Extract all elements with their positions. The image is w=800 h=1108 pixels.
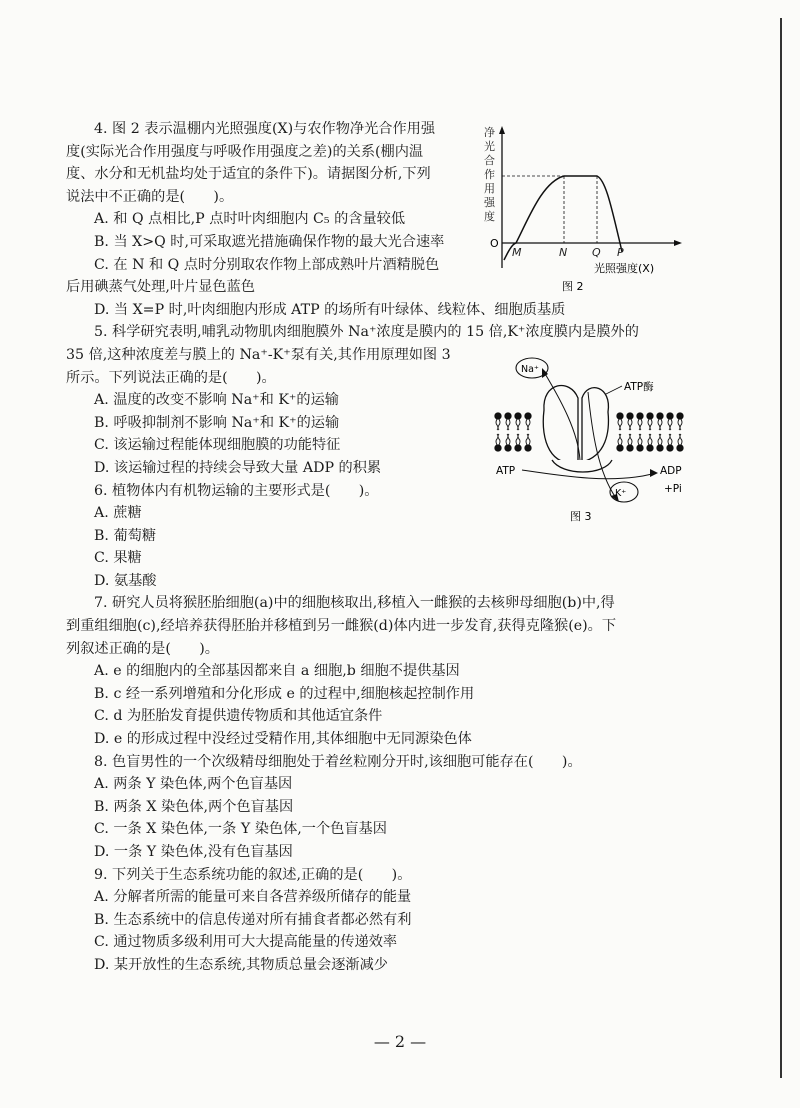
- phospholipid-tail: [650, 419, 652, 430]
- q6-question: 6. 植物体内有机物运输的主要形式是( )。: [94, 482, 379, 499]
- phospholipid-head: [617, 445, 623, 451]
- q4-line: 说法中不正确的是( )。: [66, 188, 234, 205]
- phospholipid-head: [677, 445, 683, 451]
- phospholipid-tail: [630, 434, 632, 445]
- phospholipid-head: [505, 445, 511, 451]
- fig2-ylabel-char: 作: [484, 168, 495, 181]
- q6-option-c: C. 果糖: [94, 550, 142, 567]
- q5-line: 5. 科学研究表明,哺乳动物肌肉细胞膜外 Na⁺浓度是膜内的 15 倍,K⁺浓度膜内是膜外的: [94, 324, 639, 341]
- phospholipid-tail: [498, 419, 500, 430]
- q5-line: 35 倍,这种浓度差与膜上的 Na⁺-K⁺泵有关,其作用原理如图 3: [66, 346, 451, 363]
- phospholipid-tail: [660, 419, 662, 430]
- q7-option-d: D. e 的形成过程中没经过受精作用,其体细胞中无同源染色体: [94, 731, 472, 748]
- phospholipid-tail: [650, 434, 652, 445]
- fig2-point-n: N: [559, 246, 568, 259]
- q4-line: 度(实际光合作用强度与呼吸作用强度之差)的关系(棚内温: [66, 143, 424, 160]
- fig3-pump-base: [552, 460, 612, 472]
- phospholipid-tail: [680, 419, 682, 430]
- phospholipid-head: [637, 445, 643, 451]
- q8-option-b: B. 两条 X 染色体,两个色盲基因: [94, 798, 294, 815]
- q4-line: 度、水分和无机盐均处于适宜的条件下)。请据图分析,下列: [66, 166, 431, 183]
- q9-question: 9. 下列关于生态系统功能的叙述,正确的是( )。: [94, 866, 412, 883]
- fig3-enzyme-label: ATP酶: [624, 381, 654, 393]
- fig2-x-arrow: [674, 240, 682, 246]
- fig3-pump-left: [543, 386, 578, 463]
- phospholipid-tail: [508, 419, 510, 430]
- page-number: — 2 —: [373, 1032, 427, 1051]
- q7-option-a: A. e 的细胞内的全部基因都来自 a 细胞,b 细胞不提供基因: [94, 663, 460, 680]
- q9-option-a: A. 分解者所需的能量可来自各营养级所储存的能量: [94, 889, 412, 906]
- q9-option-c: C. 通过物质多级利用可大大提高能量的传递效率: [94, 934, 398, 951]
- phospholipid-head: [525, 445, 531, 451]
- fig2-caption: 图 2: [562, 280, 584, 293]
- question-8: [66, 751, 758, 864]
- phospholipid-head: [505, 413, 511, 419]
- figure-3-diagram: [492, 352, 692, 527]
- q5-option-c: C. 该运输过程能体现细胞膜的功能特征: [94, 437, 341, 454]
- phospholipid-tail: [630, 419, 632, 430]
- q6-option-d: D. 氨基酸: [94, 572, 157, 589]
- q5-option-d: D. 该运输过程的持续会导致大量 ADP 的积累: [94, 459, 382, 476]
- phospholipid-head: [617, 413, 623, 419]
- phospholipid-head: [495, 445, 501, 451]
- phospholipid-tail: [680, 434, 682, 445]
- phospholipid-head: [515, 413, 521, 419]
- phospholipid-tail: [670, 434, 672, 445]
- phospholipid-tail: [498, 434, 500, 445]
- phospholipid-tail: [620, 434, 622, 445]
- q4-option-c-cont: 后用碘蒸气处理,叶片显色蓝色: [66, 279, 255, 296]
- q6-option-a: A. 蔗糖: [94, 505, 142, 522]
- q5-option-a: A. 温度的改变不影响 Na⁺和 K⁺的运输: [94, 392, 339, 409]
- phospholipid-tail: [518, 434, 520, 445]
- fig3-adp-arrowhead: [650, 469, 658, 477]
- fig2-point-p: P: [617, 246, 624, 259]
- fig3-k-label: K⁺: [615, 488, 627, 499]
- phospholipid-head: [667, 413, 673, 419]
- q8-option-d: D. 一条 Y 染色体,没有色盲基因: [94, 844, 293, 860]
- fig2-point-q: Q: [592, 246, 601, 259]
- fig2-ylabel-char: 净: [484, 126, 495, 139]
- page-edge-line: [780, 18, 782, 1078]
- phospholipid-head: [627, 445, 633, 451]
- figure-2-graph: [472, 120, 702, 305]
- phospholipid-head: [495, 413, 501, 419]
- q7-line: 到重组细胞(c),经培养获得胚胎并移植到另一雌猴(d)体内进一步发育,获得克隆猴(e)。下: [66, 618, 617, 635]
- phospholipid-head: [647, 445, 653, 451]
- fig3-adp-label: ADP: [660, 465, 682, 477]
- fig3-pi-label: +Pi: [664, 483, 682, 495]
- q5-line: 所示。下列说法正确的是( )。: [66, 369, 276, 386]
- phospholipid-head: [677, 413, 683, 419]
- phospholipid-tail: [660, 434, 662, 445]
- fig2-point-m: M: [512, 246, 522, 259]
- q4-option-d: D. 当 X=P 时,叶肉细胞内形成 ATP 的场所有叶绿体、线粒体、细胞质基质: [94, 301, 566, 318]
- fig2-x-label: 光照强度(X): [594, 262, 655, 275]
- fig2-ylabel-char: 用: [484, 182, 495, 195]
- phospholipid-head: [657, 445, 663, 451]
- phospholipid-head: [525, 413, 531, 419]
- fig2-ylabel-char: 光: [484, 140, 495, 153]
- q9-option-d: D. 某开放性的生态系统,其物质总量会逐渐减少: [94, 956, 388, 973]
- question-9: [66, 864, 758, 977]
- q8-option-a: A. 两条 Y 染色体,两个色盲基因: [94, 776, 293, 793]
- q7-line: 7. 研究人员将猴胚胎细胞(a)中的细胞核取出,移植入一雌猴的去核卵母细胞(b)中,得: [94, 595, 615, 612]
- q8-option-c: C. 一条 X 染色体,一条 Y 染色体,一个色盲基因: [94, 821, 387, 838]
- q7-option-c: C. d 为胚胎发育提供遗传物质和其他适宜条件: [94, 708, 383, 725]
- fig3-atp-label: ATP: [496, 465, 516, 477]
- phospholipid-tail: [528, 434, 530, 445]
- phospholipid-tail: [640, 434, 642, 445]
- q8-question: 8. 色盲男性的一个次级精母细胞处于着丝粒刚分开时,该细胞可能存在( )。: [94, 753, 582, 770]
- phospholipid-head: [657, 413, 663, 419]
- phospholipid-head: [627, 413, 633, 419]
- fig2-y-arrow: [499, 126, 505, 134]
- fig3-pump-right: [582, 388, 608, 462]
- q4-option-c: C. 在 N 和 Q 点时分别取农作物上部成熟叶片酒精脱色: [94, 256, 440, 273]
- phospholipid-tail: [670, 419, 672, 430]
- phospholipid-head: [667, 445, 673, 451]
- fig3-caption: 图 3: [570, 510, 592, 523]
- phospholipid-tail: [640, 419, 642, 430]
- q4-option-b: B. 当 X>Q 时,可采取遮光措施确保作物的最大光合速率: [94, 233, 445, 250]
- phospholipid-tail: [528, 419, 530, 430]
- q6-option-b: B. 葡萄糖: [94, 527, 157, 544]
- q9-option-b: B. 生态系统中的信息传递对所有捕食者都必然有利: [94, 911, 412, 928]
- fig2-ylabel-char: 合: [484, 154, 495, 167]
- question-7: [66, 592, 758, 750]
- phospholipid-head: [647, 413, 653, 419]
- q7-line: 列叙述正确的是( )。: [66, 640, 219, 657]
- fig2-ylabel-char: 强: [484, 196, 495, 209]
- fig2-origin-label: O: [490, 237, 499, 250]
- q4-line: 4. 图 2 表示温棚内光照强度(X)与农作物净光合作用强: [94, 121, 436, 137]
- phospholipid-head: [637, 413, 643, 419]
- fig2-ylabel-char: 度: [484, 210, 495, 223]
- phospholipid-tail: [508, 434, 510, 445]
- phospholipid-head: [515, 445, 521, 451]
- phospholipid-tail: [620, 419, 622, 430]
- q5-option-b: B. 呼吸抑制剂不影响 Na⁺和 K⁺的运输: [94, 414, 340, 431]
- phospholipid-tail: [518, 419, 520, 430]
- q7-option-b: B. c 经一系列增殖和分化形成 e 的过程中,细胞核起控制作用: [94, 685, 475, 702]
- q4-option-a: A. 和 Q 点相比,P 点时叶肉细胞内 C₅ 的含量较低: [94, 211, 406, 228]
- fig3-na-label: Na⁺: [521, 364, 539, 375]
